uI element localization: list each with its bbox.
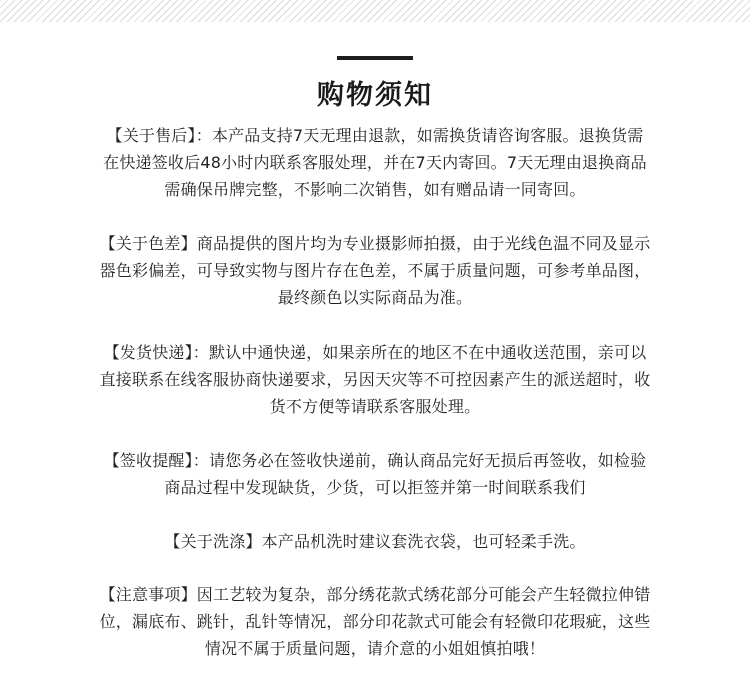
section-line: 【注意事项】因工艺较为复杂，部分绣花款式绣花部分可能会产生轻微拉伸错 bbox=[99, 585, 651, 604]
section-washing bbox=[60, 528, 690, 555]
section-line: 直接联系在线客服协商快递要求，另因天灾等不可控因素产生的派送超时，收 bbox=[99, 370, 651, 389]
section-line: 器色彩偏差，可导致实物与图片存在色差，不属于质量问题，可参考单品图， bbox=[99, 261, 651, 280]
section-line: 最终颜色以实际商品为准。 bbox=[277, 288, 473, 307]
section-after-sales bbox=[60, 122, 690, 203]
decorative-stripe-header bbox=[0, 0, 750, 22]
section-line: 【发货快递】：默认中通快递，如果亲所在的地区不在中通收送范围，亲可以 bbox=[103, 343, 647, 362]
title-accent-bar bbox=[337, 56, 413, 60]
section-shipping bbox=[60, 339, 690, 420]
section-notes bbox=[60, 581, 690, 662]
section-delivery-receipt bbox=[60, 447, 690, 501]
section-line: 【关于色差】商品提供的图片均为专业摄影师拍摄，由于光线色温不同及显示 bbox=[99, 234, 651, 253]
section-line: 位，漏底布、跳针，乱针等情况，部分印花款式可能会有轻微印花瑕疵，这些 bbox=[99, 612, 651, 631]
section-line: 情况不属于质量问题，请介意的小姐姐慎拍哦！ bbox=[204, 639, 546, 658]
section-line: 需确保吊牌完整，不影响二次销售，如有赠品请一同寄回。 bbox=[164, 180, 586, 199]
section-line: 【关于售后】：本产品支持7天无理由退款，如需换货请咨询客服。退换货需 bbox=[106, 126, 644, 145]
section-line: 在快递签收后48小时内联系客服处理，并在7天内寄回。7天无理由退换商品 bbox=[103, 153, 647, 172]
section-line: 商品过程中发现缺货，少货，可以拒签并第一时间联系我们 bbox=[164, 478, 586, 497]
section-color-difference bbox=[60, 230, 690, 311]
section-line: 【关于洗涤】本产品机洗时建议套洗衣袋，也可轻柔手洗。 bbox=[164, 532, 586, 551]
page-title: 购物须知 bbox=[317, 80, 433, 111]
section-line: 【签收提醒】：请您务必在签收快递前，确认商品完好无损后再签收，如检验 bbox=[103, 451, 647, 470]
section-line: 货不方便等请联系客服处理。 bbox=[269, 397, 481, 416]
